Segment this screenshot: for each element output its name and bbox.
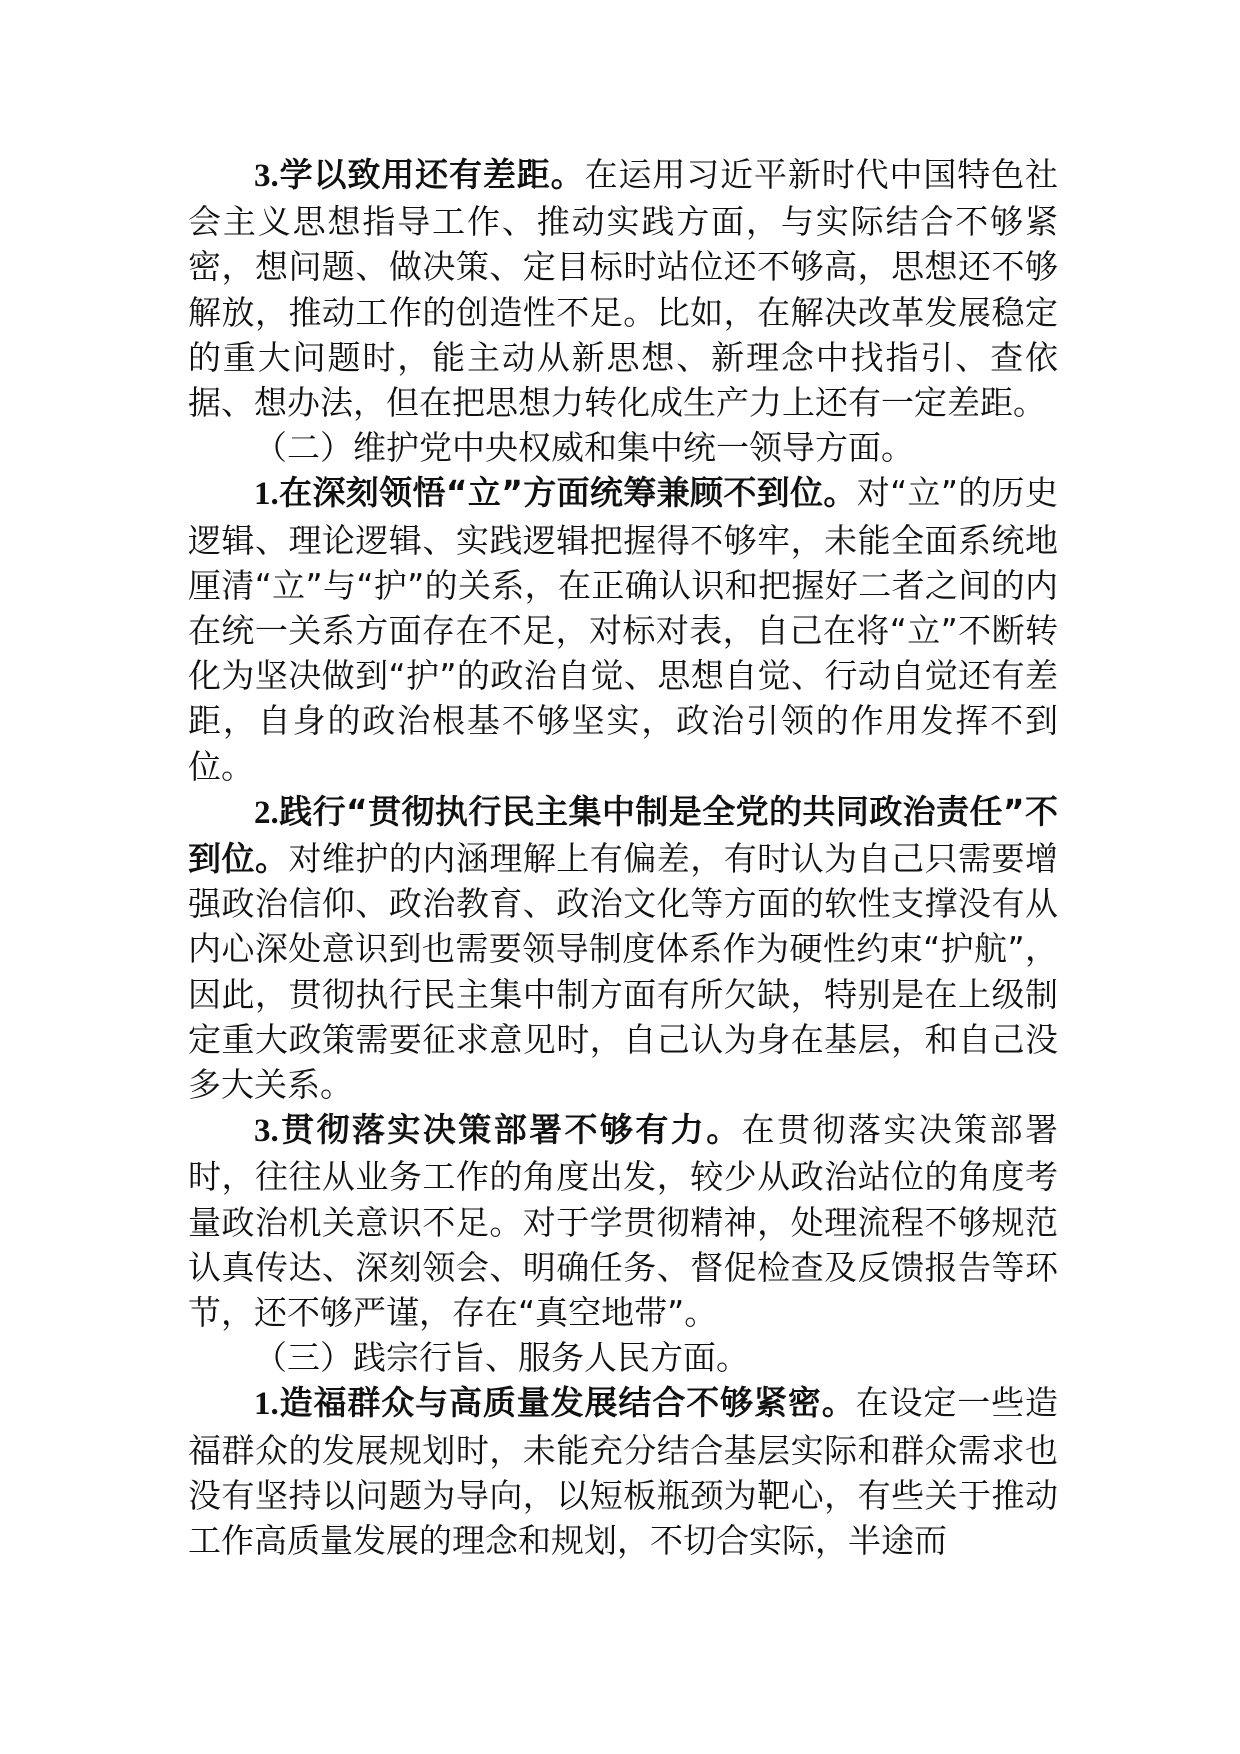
item-number: 1. — [254, 1386, 279, 1423]
paragraph-item — [188, 470, 1058, 788]
paragraph-item — [188, 1380, 1058, 1563]
item-heading: 造福群众与高质量发展结合不够紧密。 — [278, 1383, 856, 1423]
item-heading: 在深刻领悟“立”方面统筹兼顾不到位。 — [278, 473, 857, 513]
document-body — [188, 152, 1058, 1563]
item-heading: 践行“贯彻执行民主集中制是全党的共同政治责任”不到位。 — [188, 791, 1058, 879]
item-number: 1. — [254, 476, 279, 513]
paragraph-item — [188, 789, 1058, 1107]
item-body: 在设定一些造福群众的发展规划时，未能充分结合基层实际和群众需求也没有坚持以问题为导向，以短板瓶颈为靶心，有些关于推动工作高质量发展的理念和规划，不切合实际，半途而 — [188, 1383, 1059, 1561]
item-body: 在贯彻落实决策部署时，往往从业务工作的角度出发，较少从政治站位的角度考量政治机关意识不足。对于学贯彻精神，处理流程不够规范认真传达、深刻领会、明确任务、督促检查及反馈报告等环节，还不够严谨，存在“真空地带”。 — [188, 1110, 1059, 1333]
item-heading: 贯彻落实决策部署不够有力。 — [278, 1110, 742, 1150]
item-body: 对“立”的历史逻辑、理论逻辑、实践逻辑把握得不够牢，未能全面系统地厘清“立”与“护”的关系，在正确认识和把握好二者之间的内在统一关系方面存在不足，对标对表，自己在将“立”不断转化为坚决做到“护”的政治自觉、思想自觉、行动自觉还有差距，自身的政治根基不够坚实，政治引领的作用发挥不到位。 — [188, 473, 1058, 786]
item-number: 2. — [254, 794, 279, 831]
item-heading: 学以致用还有差距。 — [278, 155, 585, 194]
section-heading: （二）维护党中央权威和集中统一领导方面。 — [254, 428, 914, 468]
paragraph-item — [188, 152, 1058, 425]
paragraph-item — [188, 1107, 1058, 1335]
item-number: 3. — [254, 158, 279, 194]
item-number: 3. — [254, 1113, 279, 1150]
item-body: 在运用习近平新时代中国特色社会主义思想指导工作、推动实践方面，与实际结合不够紧密，想问题、做决策、定目标时站位还不够高，思想还不够解放，推动工作的创造性不足。比如，在解决改革发展稳定的重大问题时，能主动从新思想、新理念中找指引、查依据、想办法，但在把思想力转化成生产力上还有一定差距。 — [188, 155, 1059, 423]
item-body: 对维护的内涵理解上有偏差，有时认为自己只需要增强政治信仰、政治教育、政治文化等方面的软性支撑没有从内心深处意识到也需要领导制度体系作为硬性约束“护航”，因此，贯彻执行民主集中制方面有所欠缺，特别是在上级制定重大政策需要征求意见时，自己认为身在基层，和自己没多大关系。 — [188, 839, 1059, 1105]
section-heading: （三）践宗行旨、服务人民方面。 — [254, 1338, 749, 1378]
